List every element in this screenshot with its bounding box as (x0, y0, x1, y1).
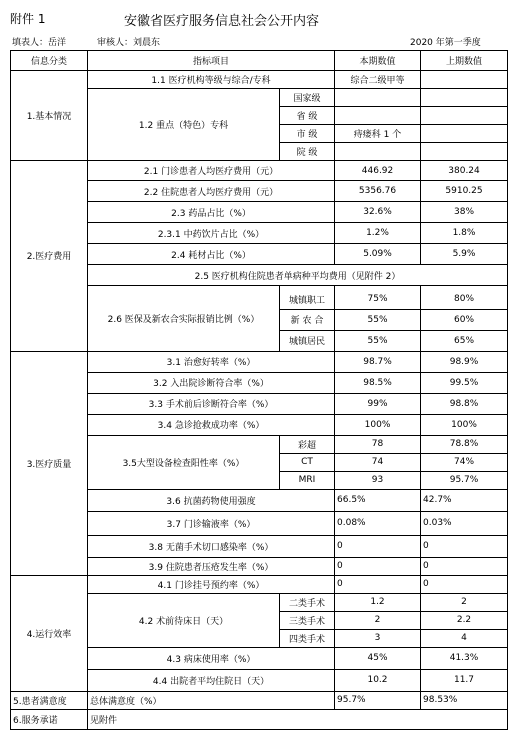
col-header-previous: 上期数值 (421, 51, 508, 71)
section-basic-label: 1.基本情况 (11, 71, 88, 161)
row-label: 3.6 抗菌药物使用强度 (88, 489, 335, 511)
page-title: 安徽省医疗服务信息社会公开内容 (124, 14, 320, 29)
row-label: 2.1 门诊患者人均医疗费用（元） (88, 161, 335, 181)
col-header-current: 本期数值 (335, 51, 421, 71)
cell-current (335, 107, 421, 125)
cell-current: 446.92 (335, 161, 421, 181)
cell-current: 5.09% (335, 244, 421, 265)
section-cost-label: 2.医疗费用 (11, 161, 88, 352)
row-label: 2.4 耗材占比（%） (88, 244, 335, 265)
cell-previous: 78.8% (421, 435, 508, 453)
cell-current: 98.7% (335, 351, 421, 372)
row-label: 3.5大型设备检查阳性率（%） (88, 435, 280, 489)
row-label: 3.9 住院患者压疮发生率（%） (88, 557, 335, 575)
cell-previous: 5910.25 (421, 181, 508, 202)
cell-previous: 98.53% (421, 691, 508, 709)
cell-previous: 65% (421, 330, 508, 351)
row-label: 1.2 重点（特色）专科 (88, 89, 280, 161)
row-label: 4.2 术前待床日（天） (88, 593, 280, 647)
cell-previous: 60% (421, 309, 508, 330)
cell-previous: 98.8% (421, 393, 508, 414)
row-label: 2.3.1 中药饮片占比（%） (88, 223, 335, 244)
sub-label: 院 级 (280, 143, 335, 161)
row-label: 3.3 手术前后诊断符合率（%） (88, 393, 335, 414)
sub-label: 彩超 (280, 435, 335, 453)
cell-previous: 100% (421, 414, 508, 435)
cell-current: 2 (335, 611, 421, 629)
cell-previous: 11.7 (421, 669, 508, 691)
table-header-row (11, 51, 508, 71)
row-label: 4.1 门诊挂号预约率（%） (88, 575, 335, 593)
attachment-label: 附件 1 (10, 12, 46, 26)
cell-previous: 1.8% (421, 223, 508, 244)
cell-previous (421, 89, 508, 107)
cell-previous (421, 143, 508, 161)
sub-label: CT (280, 453, 335, 471)
sub-label: 新 农 合 (280, 309, 335, 330)
cell-current: 1.2% (335, 223, 421, 244)
sub-label: 省 级 (280, 107, 335, 125)
cell-current: 0.08% (335, 511, 421, 535)
cell-current: 0 (335, 557, 421, 575)
row-label: 4.3 病床使用率（%） (88, 647, 335, 669)
row-label: 3.8 无菌手术切口感染率（%） (88, 535, 335, 557)
cell-current: 100% (335, 414, 421, 435)
col-header-indicator: 指标项目 (88, 51, 335, 71)
cell-current: 综合二级甲等 (335, 71, 421, 89)
row-label: 3.4 急诊抢救成功率（%） (88, 414, 335, 435)
table-row (11, 691, 508, 709)
cell-previous: 74% (421, 453, 508, 471)
cell-current: 78 (335, 435, 421, 453)
cell-previous: 5.9% (421, 244, 508, 265)
sub-label: MRI (280, 471, 335, 489)
table-row (11, 709, 508, 729)
cell-current: 痔瘘科 1 个 (335, 125, 421, 143)
row-label: 2.6 医保及新农合实际报销比例（%） (88, 286, 280, 352)
cell-previous: 80% (421, 290, 508, 309)
row-label: 总体满意度（%） (88, 691, 335, 709)
table-row (11, 575, 508, 593)
row-label: 3.2 入出院诊断符合率（%） (88, 372, 335, 393)
disclosure-table (10, 50, 508, 730)
cell-previous: 380.24 (421, 161, 508, 181)
cell-current: 5356.76 (335, 181, 421, 202)
cell-current: 66.5% (335, 489, 421, 511)
cell-current: 32.6% (335, 202, 421, 223)
cell-current: 0 (335, 575, 421, 593)
cell-current: 95.7% (335, 691, 421, 709)
cell-current: 99% (335, 393, 421, 414)
cell-current (335, 143, 421, 161)
section-ops-label: 4.运行效率 (11, 575, 88, 691)
cell-previous: 99.5% (421, 372, 508, 393)
cell-current: 93 (335, 471, 421, 489)
cell-previous: 0 (421, 535, 508, 557)
cell-current: 98.5% (335, 372, 421, 393)
cell-previous: 95.7% (421, 471, 508, 489)
row-label: 3.1 治愈好转率（%） (88, 351, 335, 372)
cell-previous: 38% (421, 202, 508, 223)
cell-previous: 2 (421, 593, 508, 611)
table-row (11, 71, 508, 89)
cell-current: 74 (335, 453, 421, 471)
period-label: 2020 年第一季度 (410, 38, 481, 48)
row-label: 3.7 门诊输液率（%） (88, 511, 335, 535)
cell-current: 10.2 (335, 669, 421, 691)
cell-current: 0 (335, 535, 421, 557)
row-label-attachment-2: 2.5 医疗机构住院患者单病种平均费用（见附件 2） (88, 265, 508, 286)
cell-current: 75% (335, 290, 421, 309)
sub-label: 国家级 (280, 89, 335, 107)
table-row (11, 351, 508, 372)
row-label: 1.1 医疗机构等级与综合/专科 (88, 71, 335, 89)
row-label: 4.4 出院者平均住院日（天） (88, 669, 335, 691)
cell-previous (421, 71, 508, 89)
cell-current: 1.2 (335, 593, 421, 611)
cell-previous: 2.2 (421, 611, 508, 629)
cell-previous (421, 125, 508, 143)
filler-label: 填表人：岳洋 (12, 38, 67, 48)
cell-previous: 0.03% (421, 511, 508, 535)
cell-previous: 0 (421, 575, 508, 593)
cell-previous (421, 107, 508, 125)
section-service-label: 6.服务承诺 (11, 709, 88, 729)
col-header-category: 信息分类 (11, 51, 88, 71)
cell-current: 45% (335, 647, 421, 669)
cell-current: 55% (335, 309, 421, 330)
cell-previous: 42.7% (421, 489, 508, 511)
sub-label: 二类手术 (280, 593, 335, 611)
section-quality-label: 3.医疗质量 (11, 351, 88, 575)
sub-label: 城镇居民 (280, 330, 335, 351)
cell-previous: 4 (421, 629, 508, 647)
sub-label: 城镇职工 (280, 290, 335, 309)
reviewer-label: 审核人：刘晨东 (97, 38, 161, 48)
row-label: 2.3 药品占比（%） (88, 202, 335, 223)
sub-label: 四类手术 (280, 629, 335, 647)
sub-label: 三类手术 (280, 611, 335, 629)
cell-previous: 98.9% (421, 351, 508, 372)
row-label: 2.2 住院患者人均医疗费用（元） (88, 181, 335, 202)
cell-previous: 41.3% (421, 647, 508, 669)
table-row (11, 161, 508, 181)
cell-current (335, 89, 421, 107)
sub-label: 市 级 (280, 125, 335, 143)
row-label: 见附件 (88, 709, 508, 729)
section-satisfaction-label: 5.患者满意度 (11, 691, 88, 709)
cell-current: 55% (335, 330, 421, 351)
cell-previous: 0 (421, 557, 508, 575)
cell-current: 3 (335, 629, 421, 647)
